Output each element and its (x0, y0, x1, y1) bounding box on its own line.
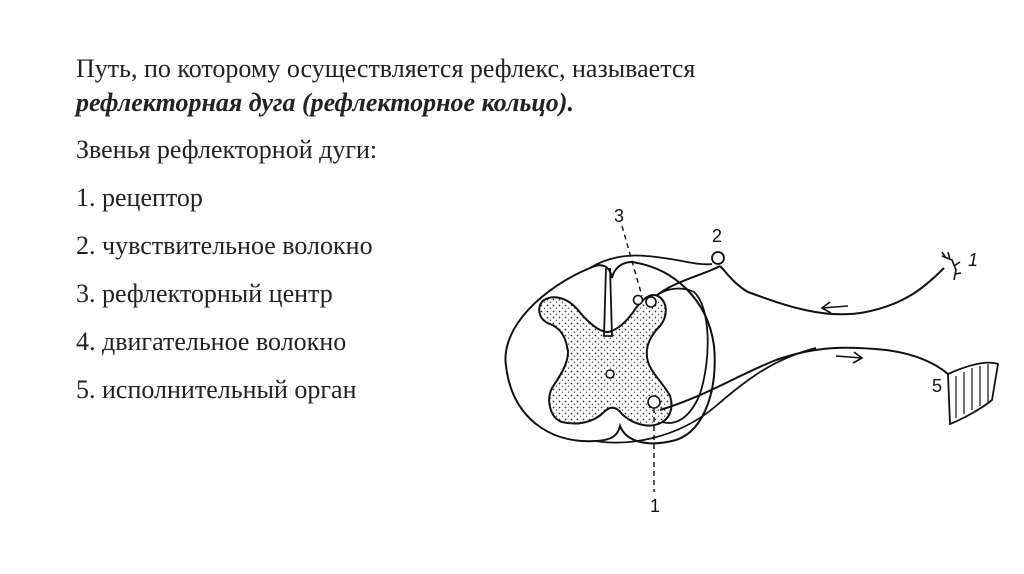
label-effector: 5 (932, 376, 943, 396)
label-bottom: 1 (650, 496, 661, 516)
link-item-receptor: 1. рецептор (76, 183, 203, 212)
central-canal (606, 370, 614, 378)
spinal-ganglion (712, 252, 724, 264)
link-item-effector: 5. исполнительный орган (76, 375, 357, 404)
efferent-arrow (836, 352, 862, 363)
label-center: 3 (614, 206, 625, 226)
dorsal-neuron-soma (634, 296, 643, 305)
link-item-sensory-fiber: 2. чувствительное волокно (76, 231, 373, 260)
link-item-motor-fiber: 4. двигательное волокно (76, 327, 347, 356)
motor-neuron-soma (648, 396, 660, 408)
reflex-arc-diagram (486, 196, 1016, 520)
interneuron-soma (646, 297, 656, 307)
definition-line: Путь, по которому осуществляется рефлекс, называется (76, 54, 696, 83)
label-receptor: 1 (968, 250, 979, 270)
definition (76, 52, 896, 120)
definition-term: рефлекторная дуга (рефлекторное кольцо). (76, 88, 574, 117)
links-heading: Звенья рефлекторной дуги: (76, 135, 378, 164)
reflex-arc-svg (486, 196, 1016, 520)
receptor-skin (942, 252, 961, 280)
link-item-reflex-center: 3. рефлекторный центр (76, 279, 333, 308)
afferent-arrow (822, 302, 848, 313)
label-ganglion: 2 (712, 226, 723, 246)
